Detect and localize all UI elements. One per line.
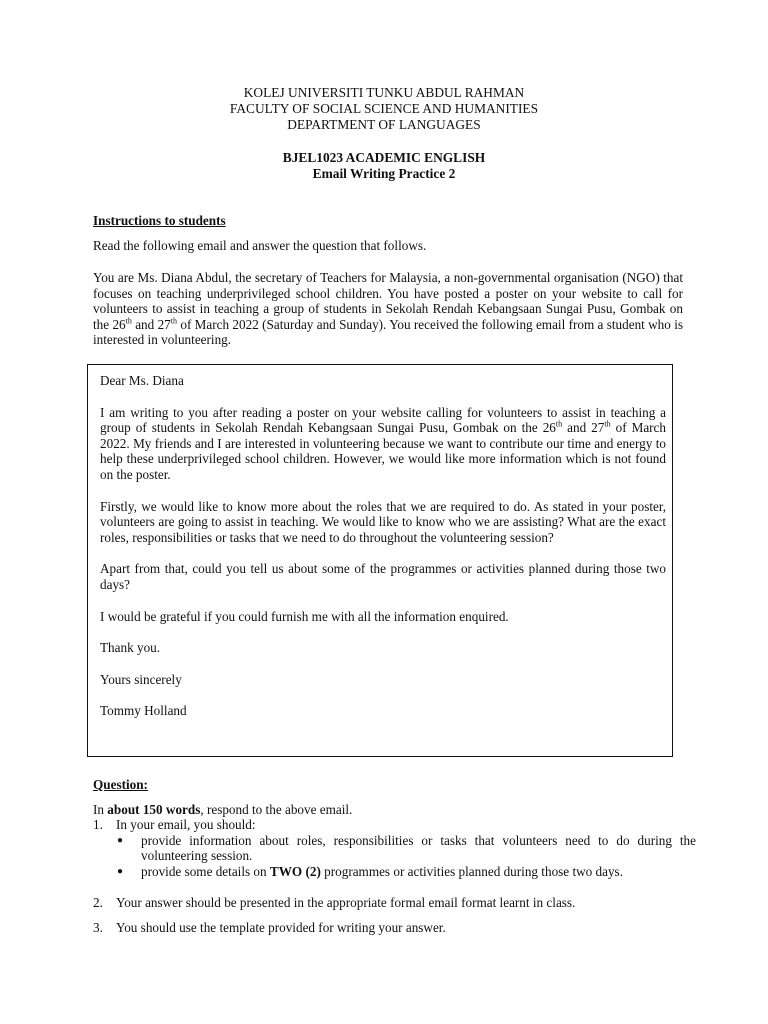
- bullet-text-part: provide some details on: [141, 863, 270, 879]
- item-text: You should use the template provided for writing your answer.: [116, 920, 446, 935]
- institution-header: [0, 85, 768, 133]
- course-title-block: [0, 150, 768, 182]
- email-signature: Tommy Holland: [100, 703, 187, 719]
- question-item-3: [93, 920, 696, 936]
- emphasis: TWO (2): [269, 863, 321, 879]
- instructions-line: Read the following email and answer the question that follows.: [93, 238, 427, 253]
- item-number: 1.: [93, 817, 103, 832]
- email-paragraph-1: [100, 405, 666, 483]
- question-intro: [93, 802, 696, 818]
- instructions-heading: Instructions to students: [93, 213, 226, 228]
- email-text-part: and 27: [562, 420, 605, 436]
- question-heading: Question:: [93, 777, 148, 792]
- question-item-2: [93, 895, 696, 911]
- bullet-text: [141, 864, 696, 880]
- scenario-text-part: and 27: [131, 316, 171, 332]
- item-number: 3.: [93, 920, 103, 935]
- email-paragraph-3: Apart from that, could you tell us about some of the programmes or activities planned during those two days?: [100, 561, 666, 592]
- email-closing: Yours sincerely: [100, 671, 182, 687]
- item-text: In your email, you should:: [116, 817, 256, 832]
- email-greeting: Dear Ms. Diana: [100, 373, 184, 388]
- ordinal-suffix: th: [604, 419, 611, 429]
- bullet-icon: ●: [117, 865, 124, 877]
- scenario-paragraph: [93, 270, 683, 348]
- question-item-1: [93, 817, 696, 879]
- bullet-item: [93, 833, 696, 864]
- intro-text-part: In: [93, 802, 108, 817]
- university-name: KOLEJ UNIVERSITI TUNKU ABDUL RAHMAN: [243, 85, 525, 100]
- scenario-text-part: of March 2022 (Saturday and Sunday). You received the following email from a student who is interested in volunteering.: [93, 316, 683, 348]
- bullet-icon: ●: [117, 834, 124, 846]
- bullet-text: provide information about roles, responsibilities or tasks that volunteers need to do during the volunteering session.: [141, 832, 696, 864]
- bullet-item: [93, 864, 696, 880]
- email-text-part: of March 2022. My friends and I are interested in volunteering because we want to contribute our time and energy to help these underprivileged school children. However, we would like more information which is not found on the poster.: [100, 420, 667, 482]
- department-name: DEPARTMENT OF LANGUAGES: [287, 117, 481, 132]
- email-paragraph-4: I would be grateful if you could furnish me with all the information enquired.: [100, 608, 509, 624]
- item-number: 2.: [93, 895, 103, 910]
- practice-title: Email Writing Practice 2: [312, 166, 456, 181]
- ordinal-suffix: th: [125, 316, 132, 326]
- requirement-bullets: [93, 833, 696, 880]
- sample-email-box: [87, 364, 673, 757]
- item-text: Your answer should be presented in the appropriate formal email format learnt in class.: [116, 895, 576, 910]
- ordinal-suffix: th: [555, 419, 563, 429]
- ordinal-suffix: th: [170, 316, 178, 326]
- faculty-name: FACULTY OF SOCIAL SCIENCE AND HUMANITIES: [229, 101, 539, 116]
- email-paragraph-2: Firstly, we would like to know more about the roles that we are required to do. As stated in your poster, volunteers are going to assist in teaching. We would like to know who we are assisting? What are the exact roles, responsibilities or tasks that we need to do throughout the volunteering session?: [100, 498, 666, 545]
- course-code: BJEL1023 ACADEMIC ENGLISH: [282, 150, 486, 165]
- intro-text-part: , respond to the above email.: [200, 802, 353, 817]
- word-count-emphasis: about 150 words: [107, 802, 201, 817]
- email-text-part: I am writing to you after reading a poster on your website calling for volunteers to assist in teaching a group of students in Sekolah Rendah Kebangsaan Sungai Pusu, Gombak on the 26: [100, 404, 666, 436]
- bullet-text-part: programmes or activities planned during those two days.: [320, 863, 623, 879]
- scenario-text-part: You are Ms. Diana Abdul, the secretary of Teachers for Malaysia, a non-governmental organisation (NGO) that focuses on teaching underprivileged school children. You have posted a poster on your website to call for volunteers to assist in teaching a group of students in Sekolah Rendah Kebangsaan Sungai Pusu, Gombak on the 26: [93, 270, 683, 332]
- email-thanks: Thank you.: [100, 640, 161, 656]
